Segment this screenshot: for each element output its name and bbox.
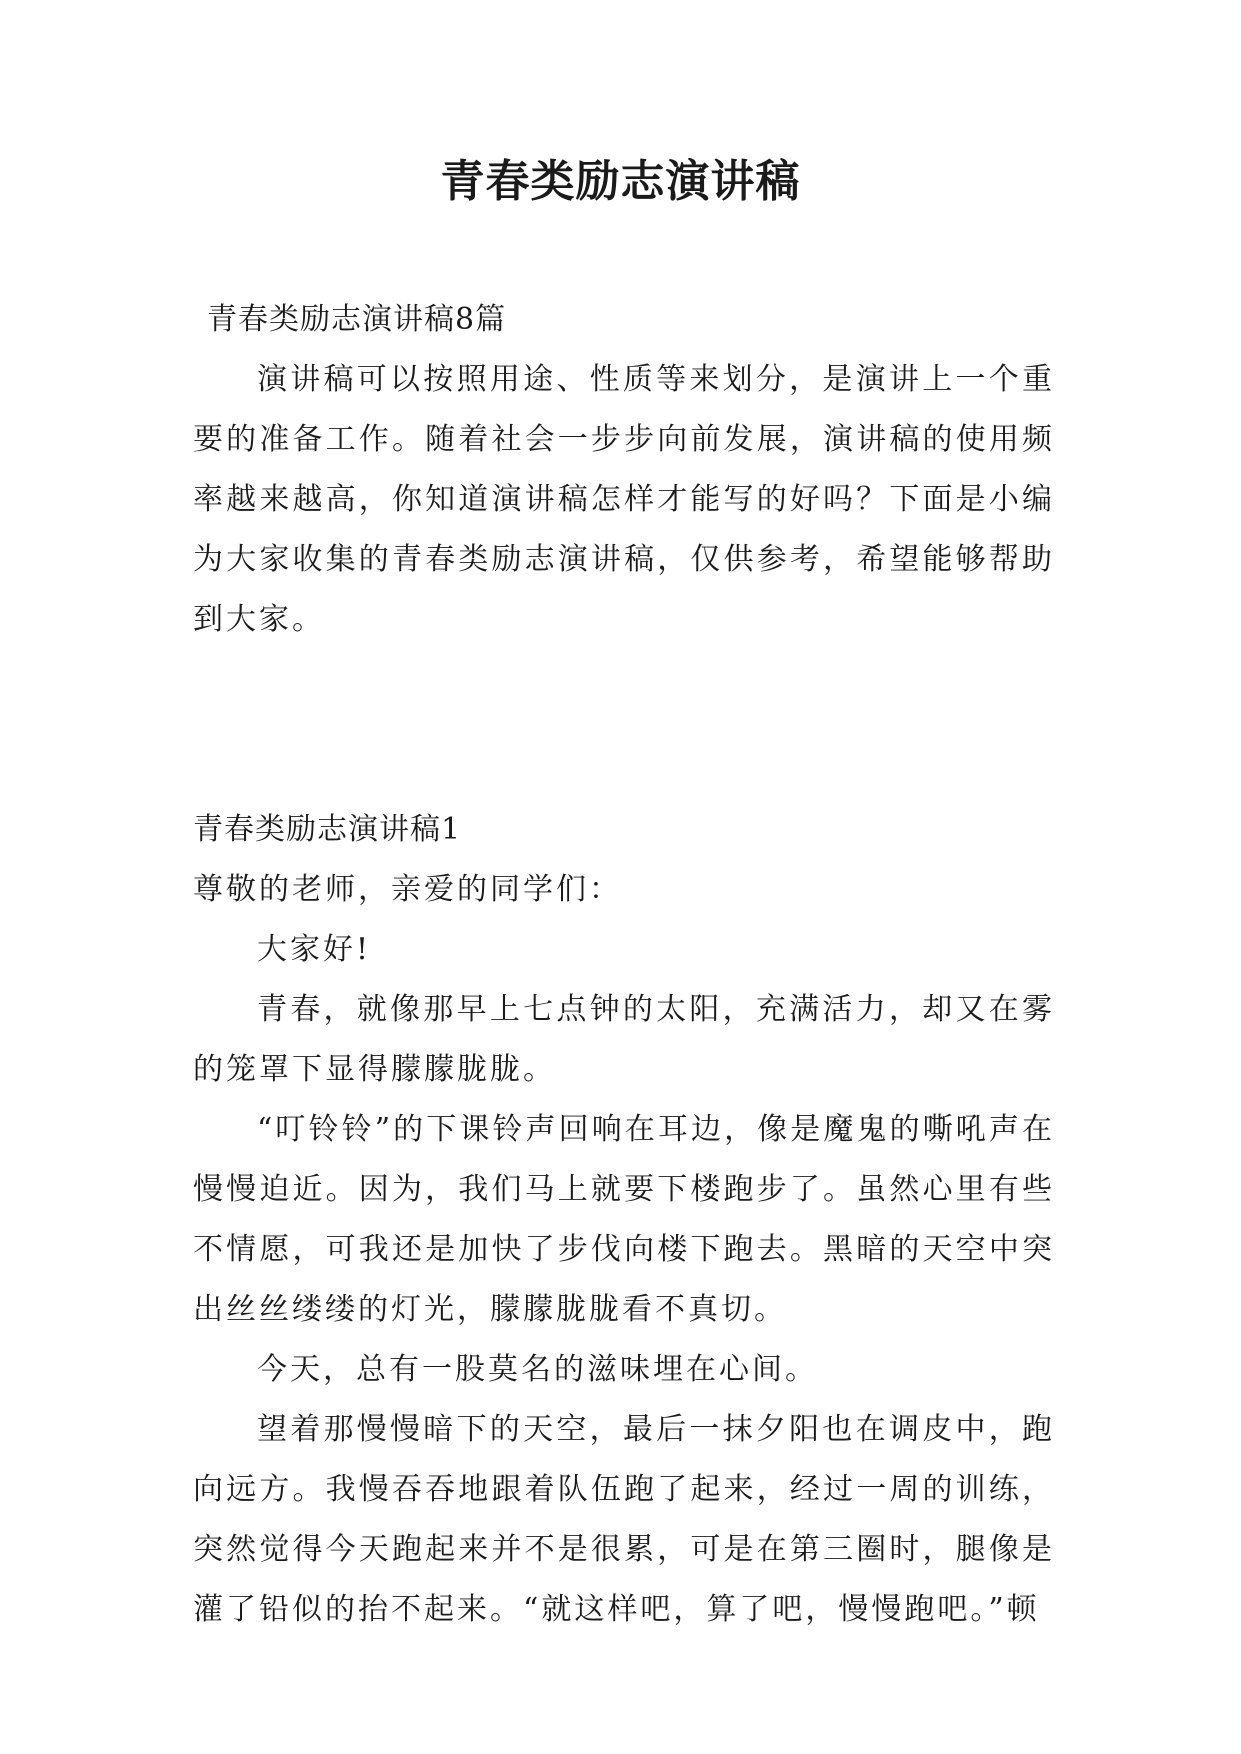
document-subtitle: 青春类励志演讲稿8篇 bbox=[207, 302, 507, 337]
body-paragraph: 望着那慢慢暗下的天空，最后一抹夕阳也在调皮中，跑向远方。我慢吞吞地跟着队伍跑了起来，经过一周的训练，突然觉得今天跑起来并不是很累，可是在第三圈时，腿像是灌了铅似的抬不起来。“就这样吧，算了吧，慢慢跑吧。”顿 bbox=[193, 1412, 1055, 1627]
body-paragraph: 大家好! bbox=[257, 932, 372, 967]
document-body bbox=[193, 290, 1055, 1640]
section-spacer bbox=[193, 650, 1055, 800]
intro-paragraph: 演讲稿可以按照用途、性质等来划分，是演讲上一个重要的准备工作。随着社会一步步向前发展，演讲稿的使用频率越来越高，你知道演讲稿怎样才能写的好吗？下面是小编为大家收集的青春类励志演讲稿，仅供参考，希望能够帮助到大家。 bbox=[193, 362, 1055, 637]
salutation: 尊敬的老师，亲爱的同学们： bbox=[193, 872, 622, 907]
document-title: 青春类励志演讲稿 bbox=[440, 156, 801, 207]
body-paragraph: 青春，就像那早上七点钟的太阳，充满活力，却又在雾的笼罩下显得朦朦胧胧。 bbox=[193, 992, 1055, 1087]
body-paragraph: “叮铃铃”的下课铃声回响在耳边，像是魔鬼的嘶吼声在慢慢迫近。因为，我们马上就要下楼跑步了。虽然心里有些不情愿，可我还是加快了步伐向楼下跑去。黑暗的天空中突出丝丝缕缕的灯光，朦朦胧胧看不真切。 bbox=[193, 1112, 1055, 1327]
body-paragraph: 今天，总有一股莫名的滋味埋在心间。 bbox=[257, 1352, 818, 1387]
section-heading: 青春类励志演讲稿1 bbox=[193, 812, 462, 847]
